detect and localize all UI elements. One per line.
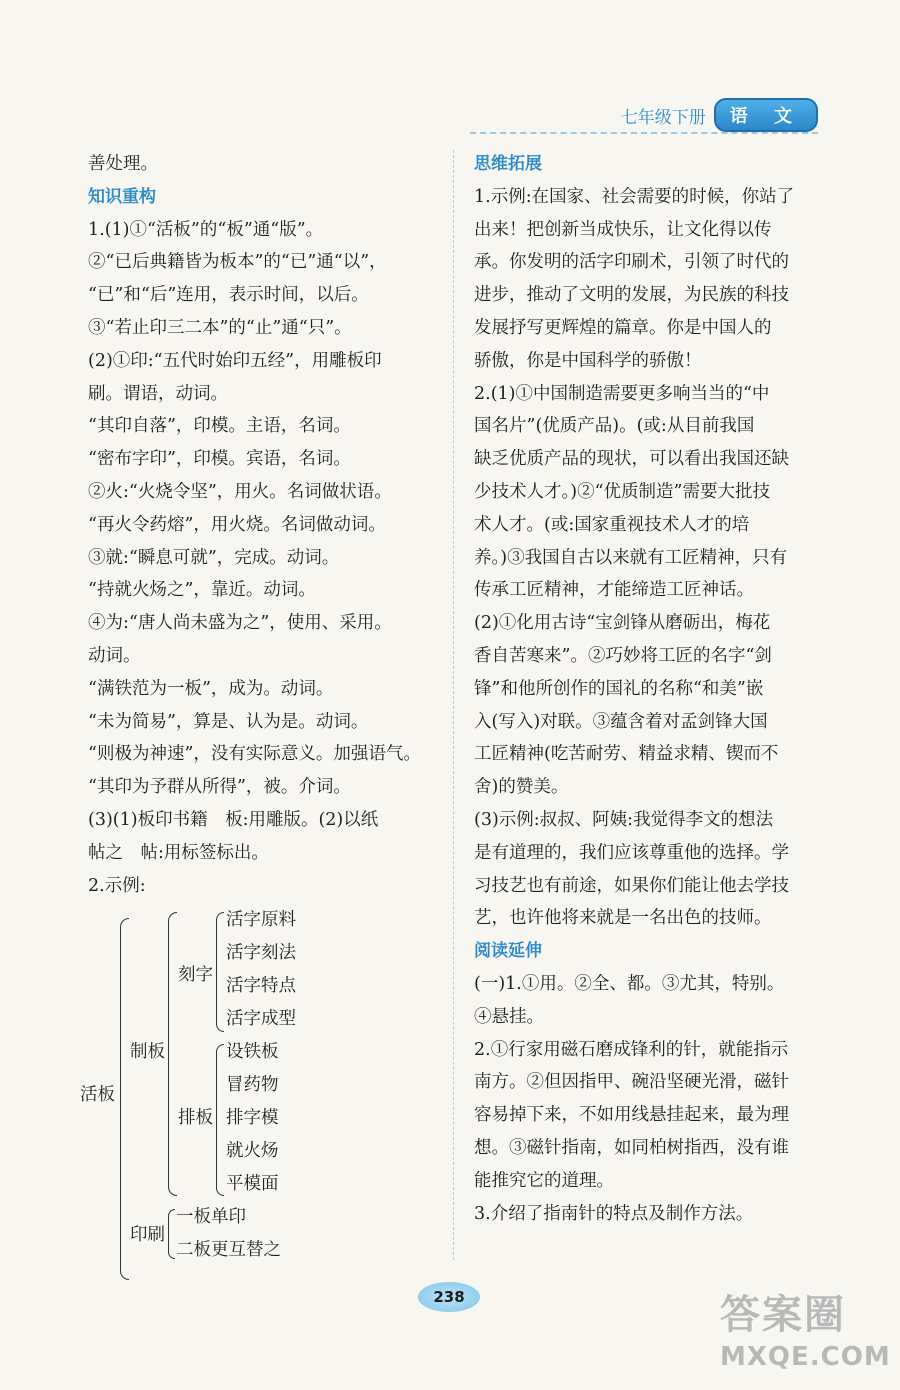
text-line: “则极为神速”，没有实际意义。加强语气。 (88, 744, 421, 765)
text-line: ③“若止印三二本”的“止”通“只”。 (88, 317, 352, 338)
tree-leaf: 平模面 (226, 1174, 279, 1195)
answer-block-knowledge (88, 214, 440, 903)
tree-bracket-yinshua (168, 1209, 175, 1259)
text-line: 术人才。(或:国家重视技术人才的培 (474, 514, 750, 535)
right-column (474, 148, 826, 1230)
answer-block-thinking (474, 181, 826, 935)
tree-node-paiban: 排板 (178, 1108, 213, 1129)
tree-leaf: 二板更互替之 (176, 1240, 281, 1261)
text-line: 骄傲，你是中国科学的骄傲！ (474, 350, 702, 371)
text-line: ④为:“唐人尚未盛为之”，使用、采用。 (88, 613, 392, 634)
text-line: (3)(1)板印书籍 板:用雕版。(2)以纸 (88, 809, 379, 830)
text-line: 刷。谓语，动词。 (88, 383, 228, 404)
text-line: 习技艺也有前途，如果你们能让他去学技 (474, 875, 789, 896)
text-line: 进步，推动了文明的发展，为民族的科技 (474, 285, 789, 306)
column-divider (453, 150, 454, 1260)
tree-bracket-root (120, 918, 129, 1280)
tree-leaf: 活字特点 (226, 976, 296, 997)
text-line: 出来！把创新当成快乐，让文化得以传 (474, 219, 772, 240)
page-header (621, 100, 818, 130)
text-line: (2)①化用古诗“宝剑锋从磨砺出，梅花 (474, 613, 771, 634)
text-line: “持就火炀之”，靠近。动词。 (88, 580, 316, 601)
tree-root: 活板 (80, 1085, 115, 1106)
text-line: 1.(1)①“活板”的“板”通“版”。 (88, 219, 324, 240)
text-line: 工匠精神(吃苦耐劳、精益求精、锲而不 (474, 744, 779, 765)
section-heading-reading: 阅读延伸 (474, 941, 542, 962)
text-line: ③就:“瞬息可就”，完成。动词。 (88, 547, 340, 568)
grade-label: 七年级下册 (620, 107, 706, 128)
tree-leaf: 冒药物 (226, 1075, 279, 1096)
watermark-text: 答案圈 (720, 1292, 846, 1338)
answer-block-reading (474, 968, 826, 1230)
tree-leaf: 一板单印 (176, 1207, 246, 1228)
text-line: 国名片”(优质产品)。(或:从目前我国 (474, 416, 755, 437)
text-line: “密布字印”，印模。宾语，名词。 (88, 449, 351, 470)
tree-bracket-paiban (216, 1044, 224, 1196)
tree-leaf: 设铁板 (226, 1042, 279, 1063)
tree-bracket-kezi (216, 912, 224, 1032)
tree-node-kezi: 刻字 (178, 965, 213, 986)
text-line: 善处理。 (88, 154, 158, 174)
text-line: (3)示例:叔叔、阿姨:我觉得李文的想法 (474, 809, 774, 830)
watermark-logo (720, 1290, 895, 1385)
header-rule (470, 132, 818, 134)
text-line: ②火:“火烧令坚”，用火。名词做状语。 (88, 481, 392, 502)
text-line: 2.①行家用磁石磨成锋利的针，就能指示 (474, 1039, 789, 1060)
text-line: 锋”和他所创作的国礼的名称“和美”嵌 (474, 678, 764, 699)
subject-badge: 语 文 (714, 98, 818, 132)
tree-leaf: 就火炀 (226, 1141, 279, 1162)
text-line: 养。)③我国自古以来就有工匠精神，只有 (474, 547, 788, 568)
left-column (80, 148, 440, 1284)
tree-leaf: 活字成型 (226, 1009, 296, 1030)
watermark-url: MXQE.COM (720, 1342, 891, 1372)
text-line: “再火令药熔”，用火烧。名词做动词。 (88, 514, 386, 535)
text-line: 2.示例: (88, 875, 146, 896)
tree-node-yinshua: 印刷 (130, 1225, 165, 1246)
text-line: 是有道理的，我们应该尊重他的选择。学 (474, 842, 789, 863)
tree-leaf: 活字刻法 (226, 943, 296, 964)
text-line: 能推究它的道理。 (474, 1170, 614, 1191)
text-line: 帖之 帖:用标签标出。 (88, 842, 269, 863)
text-line: (2)①印:“五代时始印五经”，用雕板印 (88, 350, 382, 371)
page-number: 238 (418, 1282, 480, 1312)
text-line: 容易掉下来，不如用线悬挂起来，最为理 (474, 1105, 789, 1126)
section-heading-thinking: 思维拓展 (474, 154, 542, 174)
tree-leaf: 活字原料 (226, 910, 296, 931)
structure-tree (80, 904, 440, 1284)
text-line: 舍)的赞美。 (474, 777, 569, 798)
text-line: 发展抒写更辉煌的篇章。你是中国人的 (474, 317, 772, 338)
text-line: 传承工匠精神，才能缔造工匠神话。 (474, 580, 754, 601)
text-line: 少技术人才。)②“优质制造”需要大批技 (474, 481, 770, 502)
text-line: 香自苦寒来”。②巧妙将工匠的名字“剑 (474, 645, 772, 666)
text-line: “其印为予群从所得”，被。介词。 (88, 777, 351, 798)
tree-node-zhiban: 制板 (130, 1042, 165, 1063)
text-line: 南方。②但因指甲、碗沿坚硬光滑，磁针 (474, 1072, 789, 1093)
text-line: ④悬挂。 (474, 1006, 544, 1027)
section-heading-knowledge: 知识重构 (88, 186, 156, 207)
text-line: 2.(1)①中国制造需要更多响当当的“中 (474, 383, 770, 404)
text-line: “满铁范为一板”，成为。动词。 (88, 678, 334, 699)
text-line: 3.介绍了指南针的特点及制作方法。 (474, 1203, 754, 1224)
text-line: 想。③磁针指南，如同柏树指西，没有谁 (474, 1137, 789, 1158)
text-line: 艺，也许他将来就是一名出色的技师。 (474, 908, 772, 929)
text-line: 入(写入)对联。③蕴含着对孟剑锋大国 (474, 711, 768, 732)
text-line: 承。你发明的活字印刷术，引领了时代的 (474, 252, 789, 273)
text-line: (一)1.①用。②全、都。③尤其，特别。 (474, 973, 785, 994)
text-line: 动词。 (88, 645, 141, 666)
tree-leaf: 排字模 (226, 1108, 279, 1129)
text-line: 1.示例:在国家、社会需要的时候，你站了 (474, 186, 795, 207)
text-line: “未为简易”，算是、认为是。动词。 (88, 711, 369, 732)
text-line: 缺乏优质产品的现状，可以看出我国还缺 (474, 449, 789, 470)
text-line: “已”和“后”连用，表示时间，以后。 (88, 285, 369, 306)
tree-bracket-zhiban (168, 912, 177, 1196)
text-line: “其印自落”，印模。主语，名词。 (88, 416, 351, 437)
text-line: ②“已后典籍皆为板本”的“已”通“以”， (88, 252, 387, 273)
